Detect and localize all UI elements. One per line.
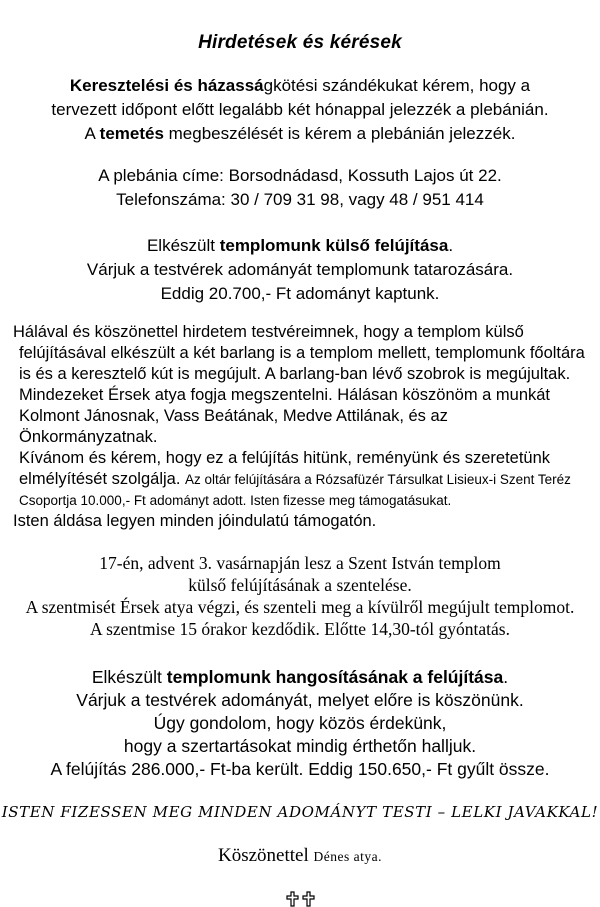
gratitude-line-7 bbox=[13, 469, 587, 490]
signature-name: Dénes atya. bbox=[313, 849, 382, 864]
exterior-heading bbox=[0, 234, 600, 258]
exterior-heading-pre: Elkészült bbox=[146, 236, 220, 255]
gratitude-line-2: felújításával elkészült a két barlang is a templom mellett, templomunk főoltára bbox=[19, 344, 585, 362]
exterior-heading-bold: templomunk külső felújítása bbox=[219, 236, 449, 255]
intro-line-3 bbox=[0, 122, 600, 146]
exterior-line-2: Várjuk a testvérek adományát templomunk tatarozására. bbox=[86, 260, 514, 279]
intro-line-1-rest: gkötési szándékukat kérem, hogy a bbox=[263, 76, 531, 95]
sound-line-5: A felújítás 286.000,- Ft-ba került. Eddig 150.650,- Ft gyűlt össze. bbox=[50, 759, 550, 779]
gratitude-line-8: Csoportja 10.000,- Ft adományt adott. Isten fizesse meg támogatásukat. bbox=[19, 493, 452, 508]
gratitude-blessing-line: Isten áldása legyen minden jóindulatú támogatón. bbox=[13, 512, 377, 530]
gratitude-line-4: Mindezeket Érsek atya fogja megszentelni. Hálásan köszönöm a munkát bbox=[19, 386, 551, 404]
intro-paragraph bbox=[0, 74, 600, 146]
parish-address-line: A plebánia címe: Borsodnádasd, Kossuth Lajos út 22. bbox=[98, 166, 502, 185]
parish-address-block bbox=[0, 164, 600, 212]
gratitude-line-7-small: Az oltár felújítására a Rózsafüzér Társulkat Lisieux-i Szent Teréz bbox=[185, 472, 571, 487]
signature-line bbox=[0, 845, 600, 867]
consecration-line-1: 17-én, advent 3. vasárnapján lesz a Szent István templom bbox=[99, 553, 501, 573]
sound-line-3: Úgy gondolom, hogy közös érdekünk, bbox=[153, 713, 447, 733]
thanks-word: Köszönettel bbox=[218, 845, 309, 866]
blessing-motto: ISTEN FIZESSEN MEG MINDEN ADOMÁNYT TESTI – LELKI JAVAKKAL! bbox=[1, 803, 599, 821]
exterior-renovation-block bbox=[0, 234, 600, 306]
consecration-block bbox=[0, 552, 600, 640]
cross-icon bbox=[302, 891, 315, 907]
sound-system-block bbox=[0, 666, 600, 781]
intro-line-3-bold: temetés bbox=[99, 124, 164, 143]
gratitude-line-6: Kívánom és kérem, hogy ez a felújítás hitünk, reményünk és szeretetünk bbox=[19, 449, 551, 467]
parish-phone-line: Telefonszáma: 30 / 709 31 98, vagy 48 / 951 414 bbox=[116, 190, 484, 209]
consecration-line-4: A szentmise 15 órakor kezdődik. Előtte 14,30-tól gyóntatás. bbox=[90, 619, 510, 639]
cross-icon bbox=[286, 891, 299, 907]
sound-line-4: hogy a szertartásokat mindig érthetőn halljuk. bbox=[123, 736, 477, 756]
gratitude-line-5: Kolmont Jánosnak, Vass Beátának, Medve Attilának, és az Önkormányzatnak. bbox=[19, 407, 448, 446]
consecration-line-2: külső felújításának a szentelése. bbox=[188, 575, 412, 595]
exterior-heading-end: . bbox=[448, 236, 454, 255]
intro-line-3-pre: A bbox=[84, 124, 100, 143]
intro-line-3-rest: megbeszélését is kérem a plebánián jelezzék. bbox=[163, 124, 516, 143]
gratitude-line-7-normal: elmélyítését szolgálja. bbox=[19, 470, 185, 488]
sound-heading bbox=[0, 666, 600, 689]
sound-heading-pre: Elkészült bbox=[91, 667, 167, 687]
exterior-line-3: Eddig 20.700,- Ft adományt kaptunk. bbox=[160, 284, 440, 303]
page-title: Hirdetések és kérések bbox=[198, 32, 402, 53]
intro-line-1-bold: Keresztelési és házassá bbox=[69, 76, 264, 95]
intro-line-2: tervezett időpont előtt legalább két hónappal jelezzék a plebánián. bbox=[51, 100, 549, 119]
consecration-line-3: A szentmisét Érsek atya végzi, és szenteli meg a kívülről megújult templomot. bbox=[25, 597, 575, 617]
sound-line-2: Várjuk a testvérek adományát, melyet előre is köszönünk. bbox=[76, 690, 524, 710]
sound-heading-end: . bbox=[503, 667, 509, 687]
sound-heading-bold: templomunk hangosításának a felújítása bbox=[166, 667, 504, 687]
gratitude-line-1: Hálával és köszönettel hirdetem testvéreimnek, hogy a templom külső bbox=[13, 323, 524, 341]
intro-line-1 bbox=[0, 74, 600, 98]
crosses-row bbox=[0, 891, 600, 907]
gratitude-line-3: is és a keresztelő kút is megújult. A barlang-ban lévő szobrok is megújultak. bbox=[19, 365, 571, 383]
gratitude-paragraph bbox=[0, 322, 600, 532]
